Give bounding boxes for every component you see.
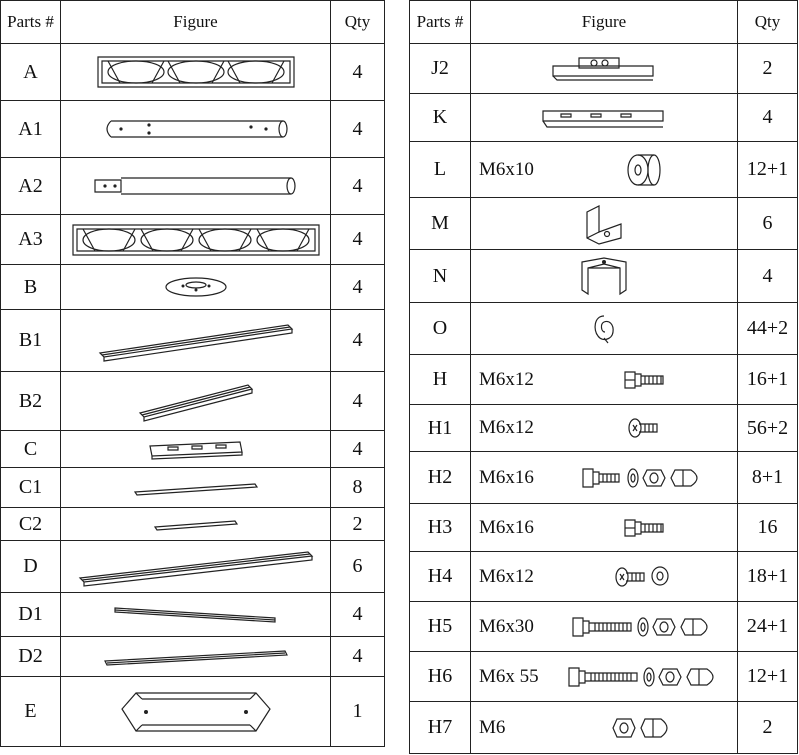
table-row	[410, 303, 798, 355]
part-number: H2	[410, 452, 471, 504]
parts-table-right	[409, 0, 798, 754]
table-row	[410, 602, 798, 652]
part-number: L	[410, 142, 471, 198]
rail-short-icon	[61, 379, 330, 423]
tube-short-icon	[61, 117, 330, 141]
part-figure	[61, 541, 331, 593]
part-quantity: 16	[738, 504, 798, 552]
round-plate-icon	[61, 274, 330, 300]
part-figure	[471, 702, 738, 754]
part-spec: M6	[479, 716, 506, 738]
part-figure	[61, 677, 331, 747]
part-quantity: 12+1	[738, 652, 798, 702]
part-figure	[471, 303, 738, 355]
long-strip-icon	[61, 604, 330, 626]
part-figure	[61, 431, 331, 468]
header-part: Parts #	[410, 1, 471, 44]
header-qty: Qty	[331, 1, 385, 44]
table-row	[410, 652, 798, 702]
part-number: H4	[410, 552, 471, 602]
part-spec: M6x16	[479, 516, 534, 538]
part-quantity: 4	[331, 265, 385, 310]
thin-strip-icon	[61, 480, 330, 496]
part-number: A	[1, 44, 61, 101]
part-number: A1	[1, 101, 61, 158]
channel-bracket-icon	[471, 105, 737, 131]
part-spec: M6x12	[479, 565, 534, 587]
part-spec: M6x12	[479, 368, 534, 390]
part-quantity: 4	[331, 215, 385, 265]
part-figure	[61, 310, 331, 372]
header-figure: Figure	[61, 1, 331, 44]
part-quantity: 44+2	[738, 303, 798, 355]
table-row	[410, 44, 798, 94]
part-number: H3	[410, 504, 471, 552]
part-number: H	[410, 355, 471, 405]
table-row	[1, 44, 385, 101]
table-row	[1, 468, 385, 508]
part-quantity: 4	[738, 94, 798, 142]
header-qty: Qty	[738, 1, 798, 44]
header-row	[1, 1, 385, 44]
hinge-bracket-icon	[471, 54, 737, 84]
part-figure	[471, 44, 738, 94]
header-part: Parts #	[1, 1, 61, 44]
table-row	[1, 101, 385, 158]
part-figure	[61, 637, 331, 677]
table-row	[410, 452, 798, 504]
part-quantity: 6	[331, 541, 385, 593]
clip-ring-icon	[471, 312, 737, 346]
part-number: D1	[1, 593, 61, 637]
table-row	[1, 372, 385, 431]
part-figure	[61, 158, 331, 215]
long-strip-2-icon	[61, 647, 330, 667]
part-figure	[471, 652, 738, 702]
part-quantity: 1	[331, 677, 385, 747]
part-figure	[61, 508, 331, 541]
part-figure	[471, 504, 738, 552]
part-number: B2	[1, 372, 61, 431]
table-row	[1, 215, 385, 265]
table-row	[1, 637, 385, 677]
part-quantity: 4	[331, 158, 385, 215]
part-quantity: 24+1	[738, 602, 798, 652]
table-row	[1, 310, 385, 372]
long-rail-icon	[61, 546, 330, 588]
part-quantity: 8+1	[738, 452, 798, 504]
part-quantity: 6	[738, 198, 798, 250]
table-row	[1, 677, 385, 747]
part-quantity: 2	[738, 44, 798, 94]
part-figure	[471, 602, 738, 652]
part-figure	[471, 142, 738, 198]
table-row	[410, 702, 798, 754]
table-row	[1, 508, 385, 541]
corner-cap-icon	[471, 254, 737, 298]
nut-cap-icon	[471, 714, 737, 742]
part-number: C2	[1, 508, 61, 541]
part-figure	[471, 405, 738, 452]
part-number: H7	[410, 702, 471, 754]
part-quantity: 4	[331, 101, 385, 158]
table-row	[1, 158, 385, 215]
part-number: N	[410, 250, 471, 303]
part-spec: M6x10	[479, 158, 534, 180]
part-quantity: 56+2	[738, 405, 798, 452]
table-row	[410, 405, 798, 452]
part-figure	[61, 44, 331, 101]
part-spec: M6x30	[479, 615, 534, 637]
part-number: C	[1, 431, 61, 468]
part-spec: M6x12	[479, 417, 534, 438]
part-quantity: 4	[331, 372, 385, 431]
part-figure	[471, 452, 738, 504]
part-figure	[471, 198, 738, 250]
part-figure	[471, 250, 738, 303]
part-number: K	[410, 94, 471, 142]
part-figure	[471, 552, 738, 602]
part-spec: M6x16	[479, 466, 534, 488]
part-number: C1	[1, 468, 61, 508]
part-quantity: 4	[738, 250, 798, 303]
parts-table-left	[0, 0, 385, 747]
part-quantity: 8	[331, 468, 385, 508]
part-number: H1	[410, 405, 471, 452]
part-figure	[61, 593, 331, 637]
part-quantity: 4	[331, 431, 385, 468]
part-quantity: 16+1	[738, 355, 798, 405]
part-figure	[61, 215, 331, 265]
table-row	[1, 265, 385, 310]
part-quantity: 4	[331, 593, 385, 637]
angle-bracket-icon	[471, 202, 737, 246]
table-row	[410, 250, 798, 303]
part-figure	[61, 101, 331, 158]
part-number: H5	[410, 602, 471, 652]
part-figure	[61, 265, 331, 310]
tube-long-icon	[61, 174, 330, 198]
part-quantity: 12+1	[738, 142, 798, 198]
table-row	[410, 504, 798, 552]
table-row	[410, 552, 798, 602]
part-number: D2	[1, 637, 61, 677]
table-row	[1, 541, 385, 593]
part-spec: M6x 55	[479, 665, 539, 687]
part-number: J2	[410, 44, 471, 94]
thin-strip-short-icon	[61, 517, 330, 531]
rail-icon	[61, 319, 330, 363]
part-number: E	[1, 677, 61, 747]
part-number: B	[1, 265, 61, 310]
header-row	[410, 1, 798, 44]
part-quantity: 18+1	[738, 552, 798, 602]
side-frame-3-icon	[61, 53, 330, 91]
part-number: H6	[410, 652, 471, 702]
center-hub-icon	[61, 687, 330, 737]
part-quantity: 2	[738, 702, 798, 754]
part-figure	[471, 94, 738, 142]
part-number: B1	[1, 310, 61, 372]
part-number: O	[410, 303, 471, 355]
part-number: A2	[1, 158, 61, 215]
table-row	[1, 593, 385, 637]
slotted-bar-icon	[61, 438, 330, 460]
part-figure	[61, 468, 331, 508]
part-number: M	[410, 198, 471, 250]
header-figure: Figure	[471, 1, 738, 44]
part-quantity: 2	[331, 508, 385, 541]
part-quantity: 4	[331, 44, 385, 101]
table-row	[1, 431, 385, 468]
side-frame-4-icon	[61, 221, 330, 259]
part-figure	[471, 355, 738, 405]
table-row	[410, 198, 798, 250]
part-number: D	[1, 541, 61, 593]
part-quantity: 4	[331, 310, 385, 372]
part-quantity: 4	[331, 637, 385, 677]
part-figure	[61, 372, 331, 431]
table-row	[410, 142, 798, 198]
part-number: A3	[1, 215, 61, 265]
table-row	[410, 94, 798, 142]
table-row	[410, 355, 798, 405]
